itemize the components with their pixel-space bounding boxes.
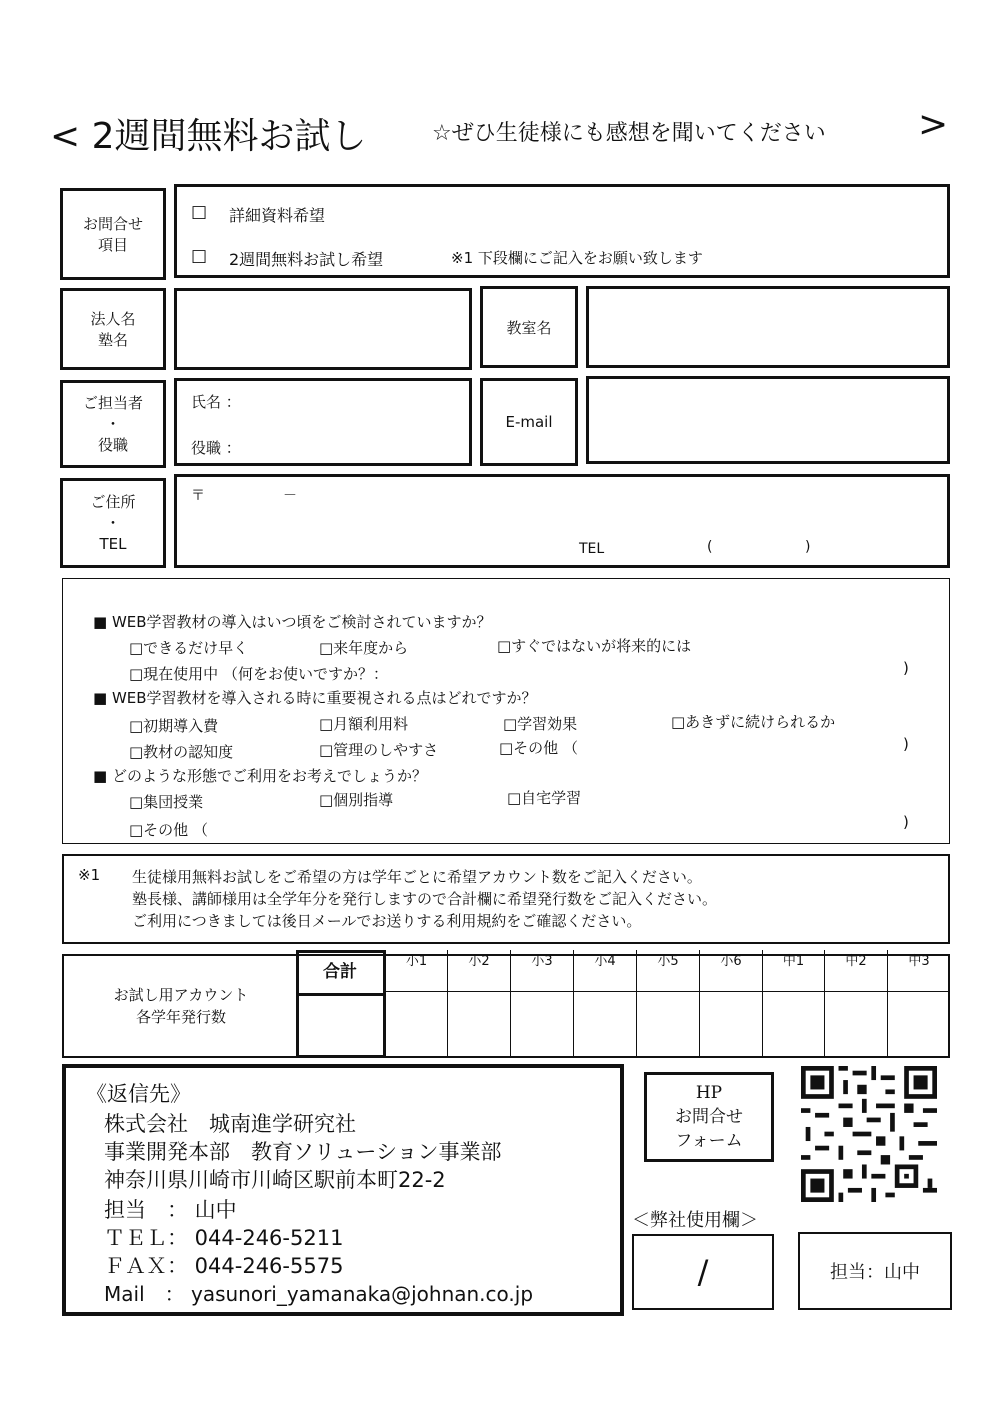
person-label-dot: ・ bbox=[105, 414, 121, 433]
reply-dept: 事業開発本部 教育ソリューション事業部 bbox=[104, 1140, 502, 1164]
office-use-slash: / bbox=[697, 1253, 709, 1291]
option-trial-label: 2週間無料お試し希望 bbox=[229, 250, 384, 269]
reply-company: 株式会社 城南進学研究社 bbox=[104, 1112, 356, 1136]
grade-header-row bbox=[386, 950, 950, 992]
grade-label-3: 小3 bbox=[531, 954, 553, 969]
corp-label-1: 法人名 bbox=[90, 310, 136, 328]
hp-label-2: お問合せ bbox=[675, 1107, 743, 1127]
accounts-total-divider bbox=[299, 993, 383, 996]
person-fields-box[interactable] bbox=[174, 378, 472, 466]
grade-cell-2 bbox=[448, 950, 511, 992]
corp-label-box bbox=[60, 288, 166, 370]
grade-label-9: 中3 bbox=[908, 954, 930, 969]
q2-opt-initial-cost[interactable]: □初期導入費 bbox=[129, 717, 219, 735]
grade-value-4[interactable] bbox=[574, 992, 637, 1056]
grade-value-5[interactable] bbox=[637, 992, 700, 1056]
office-use-heading: ＜弊社使用欄＞ bbox=[632, 1210, 758, 1231]
q1-opt-current[interactable]: □現在使用中 （何をお使いですか？： bbox=[129, 665, 388, 683]
option-trial-note: ※1 下段欄にご記入をお願い致します bbox=[451, 249, 703, 267]
grade-value-7[interactable] bbox=[763, 992, 825, 1056]
address-label-box bbox=[60, 478, 166, 568]
position-field-label: 役職 ： bbox=[191, 439, 241, 457]
q3-close-paren: ) bbox=[903, 813, 909, 831]
inquiry-label-1: お問合せ bbox=[82, 215, 143, 233]
office-use-box bbox=[632, 1234, 774, 1310]
grade-cell-5 bbox=[637, 950, 700, 992]
corp-label-2: 塾名 bbox=[97, 331, 128, 349]
grade-value-8[interactable] bbox=[825, 992, 888, 1056]
q2-close-paren: ) bbox=[903, 735, 909, 753]
grade-cell-8 bbox=[825, 950, 888, 992]
title-close-bracket: > bbox=[918, 104, 949, 145]
email-label: E-mail bbox=[505, 413, 553, 431]
qr-code-icon[interactable] bbox=[798, 1066, 940, 1202]
accounts-label-1: お試し用アカウント bbox=[113, 986, 249, 1004]
address-label-2: TEL bbox=[99, 534, 127, 553]
email-label-box bbox=[480, 378, 578, 466]
hp-label-1: HP bbox=[695, 1083, 723, 1103]
grade-label-2: 小2 bbox=[468, 954, 490, 969]
office-contact-box bbox=[798, 1232, 952, 1310]
grade-cell-6 bbox=[700, 950, 763, 992]
checkbox-detail[interactable]: □ bbox=[191, 202, 208, 222]
grade-label-7: 中1 bbox=[782, 954, 805, 969]
tel-label: TEL bbox=[579, 541, 605, 557]
q3-opt-other[interactable]: □その他 （ bbox=[129, 821, 208, 839]
accounts-label-box bbox=[62, 954, 298, 1058]
tel-paren-close: ) bbox=[805, 539, 811, 555]
q1-close-paren: ) bbox=[903, 659, 909, 677]
grade-label-6: 小6 bbox=[720, 954, 742, 969]
note-line-2: 塾長様、講師様用は全学年分を発行しますので合計欄に希望発行数をご記入ください。 bbox=[132, 890, 718, 908]
classroom-field[interactable] bbox=[586, 286, 950, 368]
grade-label-4: 小4 bbox=[594, 954, 616, 969]
person-label-1: ご担当者 bbox=[82, 393, 143, 412]
grade-value-3[interactable] bbox=[511, 992, 574, 1056]
inquiry-label-box bbox=[60, 188, 166, 280]
q3-opt-group[interactable]: □集団授業 bbox=[129, 793, 204, 811]
inquiry-label-2: 項目 bbox=[97, 236, 128, 254]
postal-dash: － bbox=[283, 488, 297, 504]
reply-mail: Mail ： yasunori_yamanaka@johnan.co.jp bbox=[104, 1282, 534, 1306]
corp-name-field[interactable] bbox=[174, 288, 472, 370]
tel-paren-open: ( bbox=[707, 539, 713, 555]
grade-value-row bbox=[386, 992, 950, 1058]
address-label-dot: ・ bbox=[105, 513, 121, 532]
email-field[interactable] bbox=[586, 376, 950, 464]
grade-cell-9 bbox=[888, 950, 950, 992]
q3-opt-home[interactable]: □自宅学習 bbox=[507, 789, 582, 807]
classroom-label-box bbox=[480, 286, 578, 368]
grade-cell-3 bbox=[511, 950, 574, 992]
note-line-3: ご利用につきましては後日メールでお送りする利用規約をご確認ください。 bbox=[132, 912, 642, 930]
q1-opt-future[interactable]: □すぐではないが将来的には bbox=[497, 637, 692, 655]
q2-opt-engagement[interactable]: □あきずに続けられるか bbox=[671, 713, 836, 731]
postal-mark: 〒 bbox=[191, 488, 205, 504]
note-mark: ※1 bbox=[78, 866, 101, 884]
grade-label-5: 小5 bbox=[657, 954, 679, 969]
reply-tel: ＴＥＬ： 044-246-5211 bbox=[104, 1226, 344, 1250]
grade-cell-4 bbox=[574, 950, 637, 992]
grade-value-6[interactable] bbox=[700, 992, 763, 1056]
survey-q3: ■ どのような形態でご利用をお考えでしょうか？ bbox=[93, 767, 427, 785]
option-detail-label: 詳細資料希望 bbox=[229, 206, 326, 225]
grade-value-2[interactable] bbox=[448, 992, 511, 1056]
grade-cell-1 bbox=[386, 950, 448, 992]
address-field[interactable] bbox=[174, 474, 950, 568]
q3-opt-individual[interactable]: □個別指導 bbox=[319, 791, 394, 809]
accounts-total-cell[interactable] bbox=[296, 950, 386, 1058]
page-title: < 2週間無料お試し bbox=[50, 116, 367, 157]
note-line-1: 生徒様用無料お試しをご希望の方は学年ごとに希望アカウント数をご記入ください。 bbox=[132, 868, 702, 886]
q2-opt-other[interactable]: □その他 （ bbox=[499, 739, 578, 757]
accounts-total-label: 合計 bbox=[323, 962, 357, 982]
survey-box bbox=[62, 578, 950, 844]
q2-opt-monthly-fee[interactable]: □月額利用料 bbox=[319, 715, 409, 733]
classroom-label: 教室名 bbox=[506, 318, 552, 337]
hp-form-box[interactable] bbox=[644, 1072, 774, 1162]
address-label-1: ご住所 bbox=[90, 492, 136, 511]
survey-q2: ■ WEB学習教材を導入される時に重要視される点はどれですか？ bbox=[93, 689, 537, 707]
checkbox-trial[interactable]: □ bbox=[191, 246, 208, 266]
grade-cell-7 bbox=[763, 950, 825, 992]
note-box bbox=[62, 854, 950, 944]
accounts-label-2: 各学年発行数 bbox=[135, 1008, 226, 1026]
hp-label-3: フォーム bbox=[675, 1131, 743, 1151]
person-label-2: 役職 bbox=[97, 435, 128, 454]
q2-opt-management[interactable]: □管理のしやすさ bbox=[319, 741, 439, 759]
grade-value-1[interactable] bbox=[386, 992, 448, 1056]
q1-opt-asap[interactable]: □できるだけ早く bbox=[129, 639, 249, 657]
reply-to-box bbox=[62, 1064, 624, 1316]
q2-opt-learning-effect[interactable]: □学習効果 bbox=[503, 715, 578, 733]
reply-address: 神奈川県川崎市川崎区駅前本町22-2 bbox=[104, 1168, 446, 1192]
grade-label-1: 小1 bbox=[405, 954, 428, 969]
grade-value-9[interactable] bbox=[888, 992, 950, 1056]
name-field-label: 氏名 ： bbox=[191, 393, 241, 411]
grade-label-8: 中2 bbox=[845, 954, 867, 969]
survey-q1: ■ WEB学習教材の導入はいつ頃をご検討されていますか？ bbox=[93, 613, 492, 631]
q1-opt-next-year[interactable]: □来年度から bbox=[319, 639, 409, 657]
reply-contact: 担当 ： 山中 bbox=[104, 1198, 237, 1222]
q2-opt-awareness[interactable]: □教材の認知度 bbox=[129, 743, 234, 761]
reply-heading: 《返信先》 bbox=[86, 1082, 191, 1106]
office-contact-label: 担当：山中 bbox=[830, 1262, 920, 1283]
inquiry-options-box bbox=[174, 184, 950, 278]
reply-fax: ＦＡＸ： 044-246-5575 bbox=[104, 1254, 344, 1278]
page-subtitle: ☆ぜひ生徒様にも感想を聞いてください bbox=[432, 121, 826, 146]
person-label-box bbox=[60, 380, 166, 468]
